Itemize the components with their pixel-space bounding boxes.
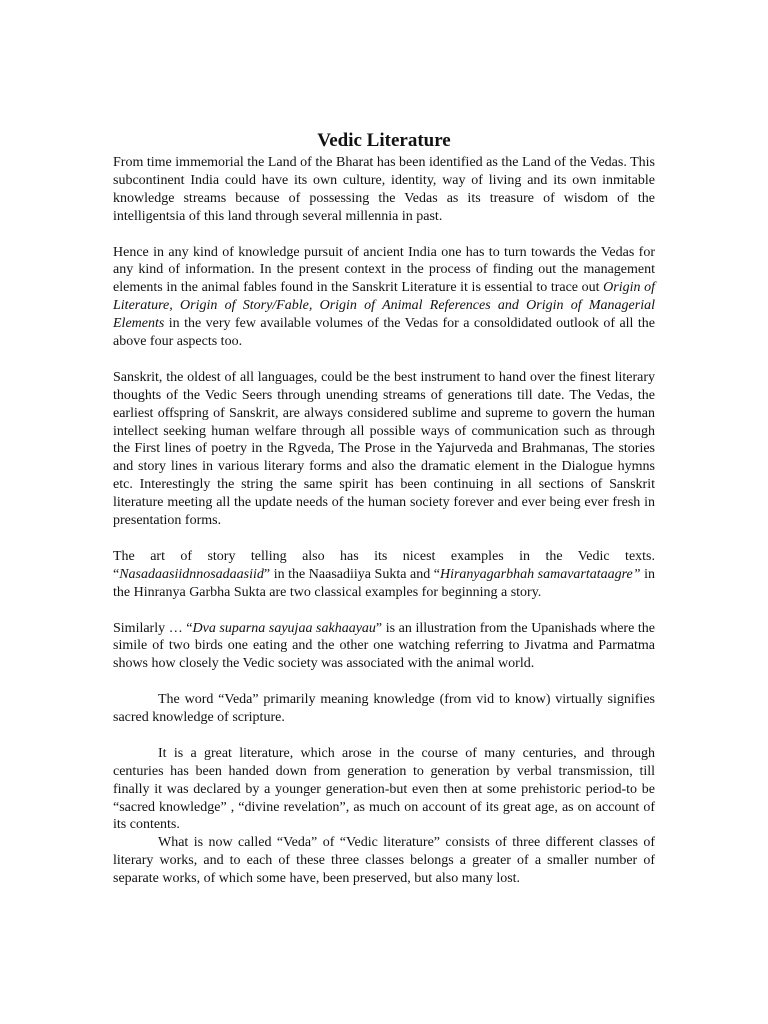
paragraph-8: What is now called “Veda” of “Vedic literature” consists of three different classes of literary works, and to each of these three classes belongs a greater of a smaller number of separate works, of which some have, been preserved, but also many lost. bbox=[113, 835, 655, 887]
paragraph-2-text-a: Hence in any kind of knowledge pursuit of ancient India one has to turn towards the Vedas for any kind of information. In the present context in the process of finding out the management elements in the animal fables found in the Sanskrit Literature it is essential to trace out bbox=[113, 244, 655, 296]
paragraph-4-italic-d: Hiranyagarbhah samavartataagre” bbox=[439, 566, 641, 582]
paragraph-4-text-e: in the Hinranya Garbha Sukta are two classical examples for beginning a story. bbox=[113, 566, 656, 600]
paragraph-4-text-a: The art of story telling also has its nicest examples in the Vedic texts. “ bbox=[113, 548, 655, 582]
paragraph-4-text-c: ” in the Naasadiiya Sukta and “ bbox=[263, 566, 440, 582]
paragraph-5 bbox=[113, 620, 655, 674]
paragraph-5-italic: Dva suparna sayujaa sakhaayau bbox=[192, 620, 376, 636]
paragraph-6: The word “Veda” primarily meaning knowledge (from vid to know) virtually signifies sacred knowledge of scripture. bbox=[113, 692, 655, 726]
paragraph-2-text-c: in the very few available volumes of the Vedas for a consoldidated outlook of all the above four aspects too. bbox=[113, 316, 655, 350]
paragraph-5-text-c: ” is an illustration from the Upanishads where the simile of two birds one eating and the other one watching referring to Jivatma and Parmatma shows how closely the Vedic society was associated with the animal world. bbox=[113, 620, 655, 672]
paragraph-3: Sanskrit, the oldest of all languages, could be the best instrument to hand over the finest literary thoughts of the Vedic Seers through unending streams of generations till date. The Vedas, the earliest offspring of Sanskrit, are always considered sublime and supreme to govern the human intellect seeking human welfare through all possible ways of communication such as through the First lines of poetry in the Rgveda, The Prose in the Yajurveda and Brahmanas, The stories and story lines in various literary forms and also the dramatic element in the Dialogue hymns etc. Interestingly the string the same spirit has been continuing in all sections of Sanskrit literature meeting all the update needs of the human society forever and ever being ever fresh in presentation forms. bbox=[113, 369, 655, 529]
paragraph-2 bbox=[113, 244, 655, 351]
paragraph-5-text-a: Similarly … “ bbox=[113, 620, 193, 636]
document-page bbox=[113, 128, 655, 906]
paragraph-4-italic-b: Nasadaasiidnnosadaasiid bbox=[119, 566, 264, 582]
paragraph-4 bbox=[113, 548, 655, 602]
paragraph-7: It is a great literature, which arose in the course of many centuries, and through centuries has been handed down from generation to generation by verbal transmission, till finally it was declared by a younger generation-but even then at some prehistoric period-to be “sacred knowledge” , “divine revelation”, as much on account of its great age, as on account of its contents. bbox=[113, 745, 655, 833]
paragraph-2-italic: Origin of Literature, Origin of Story/Fable, Origin of Animal References and Origin of Managerial Elements bbox=[113, 280, 655, 332]
document-title: Vedic Literature bbox=[317, 130, 451, 151]
paragraph-1: From time immemorial the Land of the Bharat has been identified as the Land of the Vedas. This subcontinent India could have its own culture, identity, way of living and its own inmitable knowledge streams because of possessing the Vedas as its treasure of wisdom of the intelligentsia of this land through several millennia in past. bbox=[113, 155, 655, 224]
